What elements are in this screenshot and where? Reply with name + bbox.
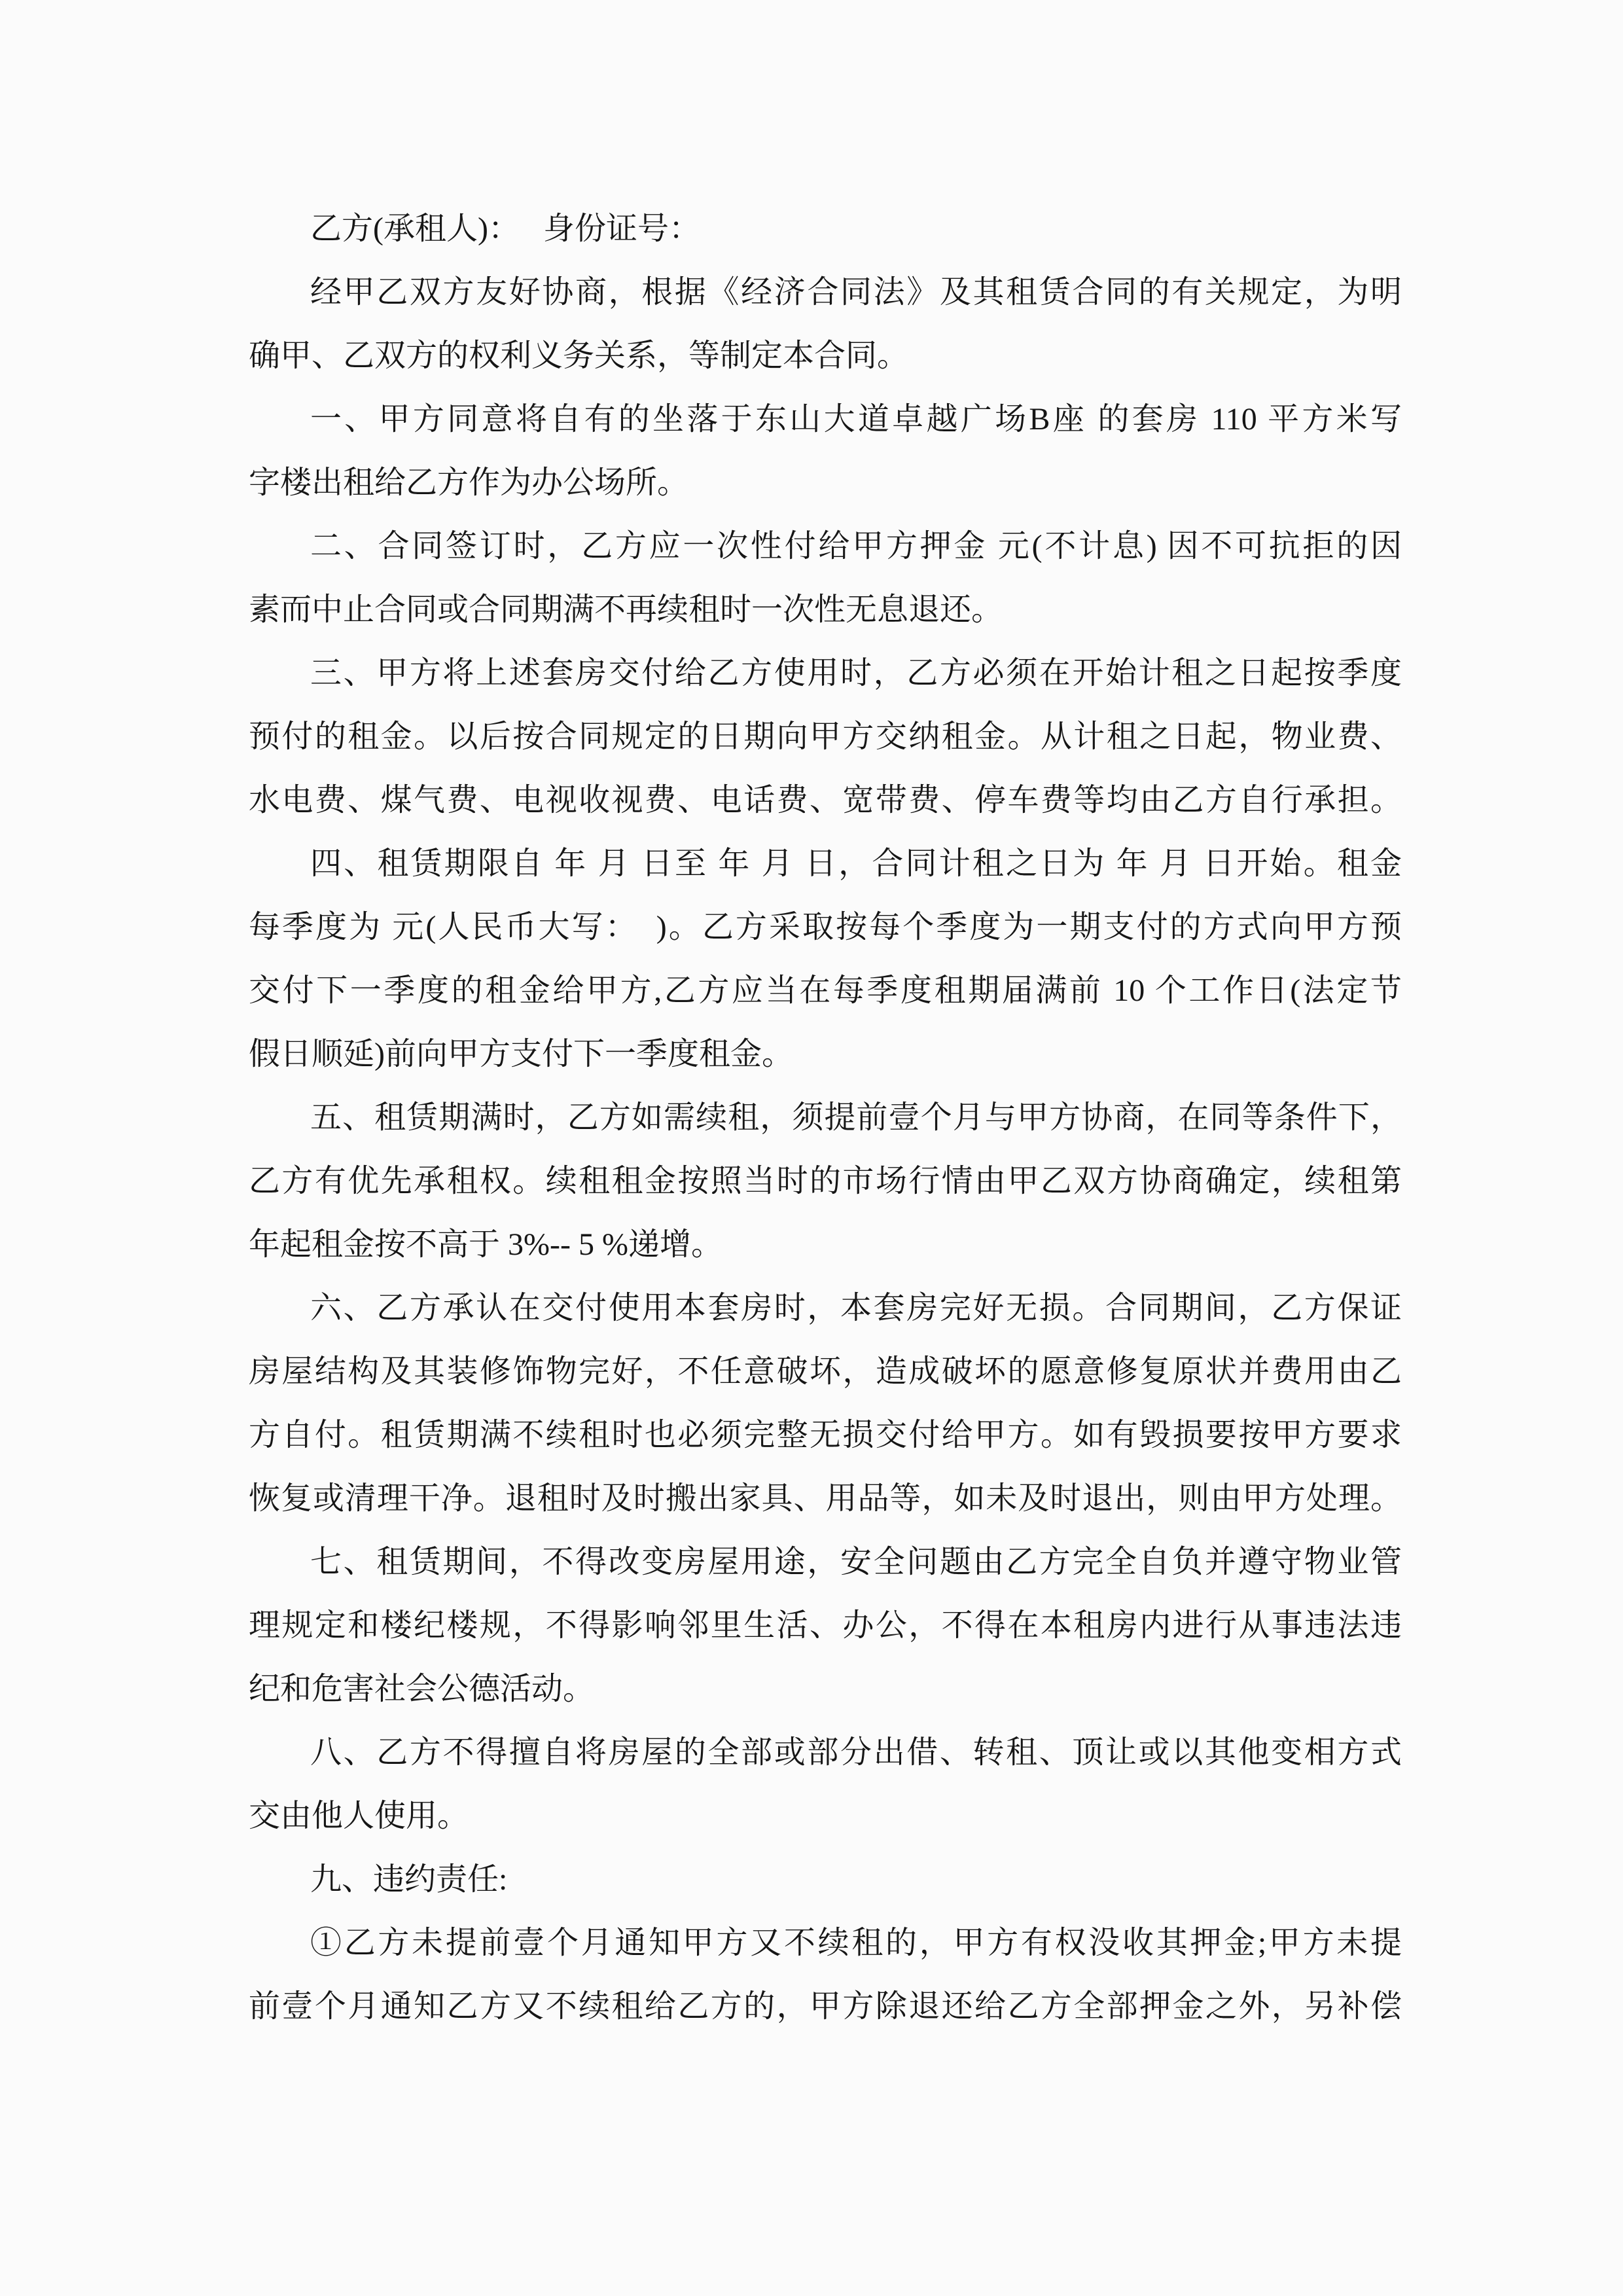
contract-line: 一、甲方同意将自有的坐落于东山大道卓越广场B座 的套房 110 平方米写: [310, 402, 1402, 437]
contract-line: 方自付。租赁期满不续租时也必须完整无损交付给甲方。如有毁损要按甲方要求: [249, 1418, 1402, 1452]
contract-line: 八、乙方不得擅自将房屋的全部或部分出借、转租、顶让或以其他变相方式: [310, 1735, 1402, 1770]
contract-line: 二、合同签订时，乙方应一次性付给甲方押金 元(不计息) 因不可抗拒的因: [310, 529, 1402, 564]
contract-line: 六、乙方承认在交付使用本套房时，本套房完好无损。合同期间，乙方保证: [310, 1291, 1402, 1325]
contract-line: 理规定和楼纪楼规，不得影响邻里生活、办公，不得在本租房内进行从事违法违: [249, 1608, 1402, 1643]
contract-line: 预付的租金。以后按合同规定的日期向甲方交纳租金。从计租之日起，物业费、: [249, 719, 1402, 754]
contract-line: 房屋结构及其装修饰物完好，不任意破坏，造成破坏的愿意修复原状并费用由乙: [249, 1354, 1402, 1389]
contract-line: 假日顺延)前向甲方支付下一季度租金。: [249, 1037, 793, 1071]
contract-line: 水电费、煤气费、电视收视费、电话费、宽带费、停车费等均由乙方自行承担。: [249, 783, 1402, 817]
contract-line: 每季度为 元(人民币大写： )。乙方采取按每个季度为一期支付的方式向甲方预: [249, 910, 1402, 944]
contract-line: 确甲、乙双方的权利义务关系，等制定本合同。: [249, 338, 909, 373]
contract-line: 乙方(承租人)： 身份证号：: [310, 211, 700, 246]
contract-line: 七、租赁期间，不得改变房屋用途，安全问题由乙方完全自负并遵守物业管: [310, 1545, 1402, 1579]
contract-line: 四、租赁期限自 年 月 日至 年 月 日，合同计租之日为 年 月 日开始。租金: [310, 846, 1402, 881]
contract-line: 前壹个月通知乙方又不续租给乙方的，甲方除退还给乙方全部押金之外，另补偿: [249, 1989, 1402, 2024]
contract-text-block: [249, 197, 1402, 2038]
contract-line: 经甲乙双方友好协商，根据《经济合同法》及其租赁合同的有关规定，为明: [310, 275, 1402, 310]
contract-line: 五、租赁期满时，乙方如需续租，须提前壹个月与甲方协商，在同等条件下，: [310, 1100, 1402, 1135]
contract-line: 素而中止合同或合同期满不再续租时一次性无息退还。: [249, 592, 1003, 627]
contract-line: 恢复或清理干净。退租时及时搬出家具、用品等，如未及时退出，则由甲方处理。: [249, 1481, 1402, 1516]
contract-line: 交付下一季度的租金给甲方,乙方应当在每季度租期届满前 10 个工作日(法定节: [249, 973, 1402, 1008]
contract-line: 纪和危害社会公德活动。: [249, 1672, 595, 1706]
contract-line: 字楼出租给乙方作为办公场所。: [249, 465, 689, 500]
contract-line: 年起租金按不高于 3%-- 5 %递增。: [249, 1227, 722, 1262]
contract-line: 三、甲方将上述套房交付给乙方使用时，乙方必须在开始计租之日起按季度: [310, 656, 1402, 691]
contract-line: 乙方有优先承租权。续租租金按照当时的市场行情由甲乙双方协商确定，续租第: [249, 1164, 1402, 1198]
contract-line: 交由他人使用。: [249, 1799, 469, 1833]
contract-line: 九、违约责任:: [310, 1862, 508, 1897]
contract-line: ①乙方未提前壹个月通知甲方又不续租的，甲方有权没收其押金;甲方未提: [310, 1926, 1402, 1960]
